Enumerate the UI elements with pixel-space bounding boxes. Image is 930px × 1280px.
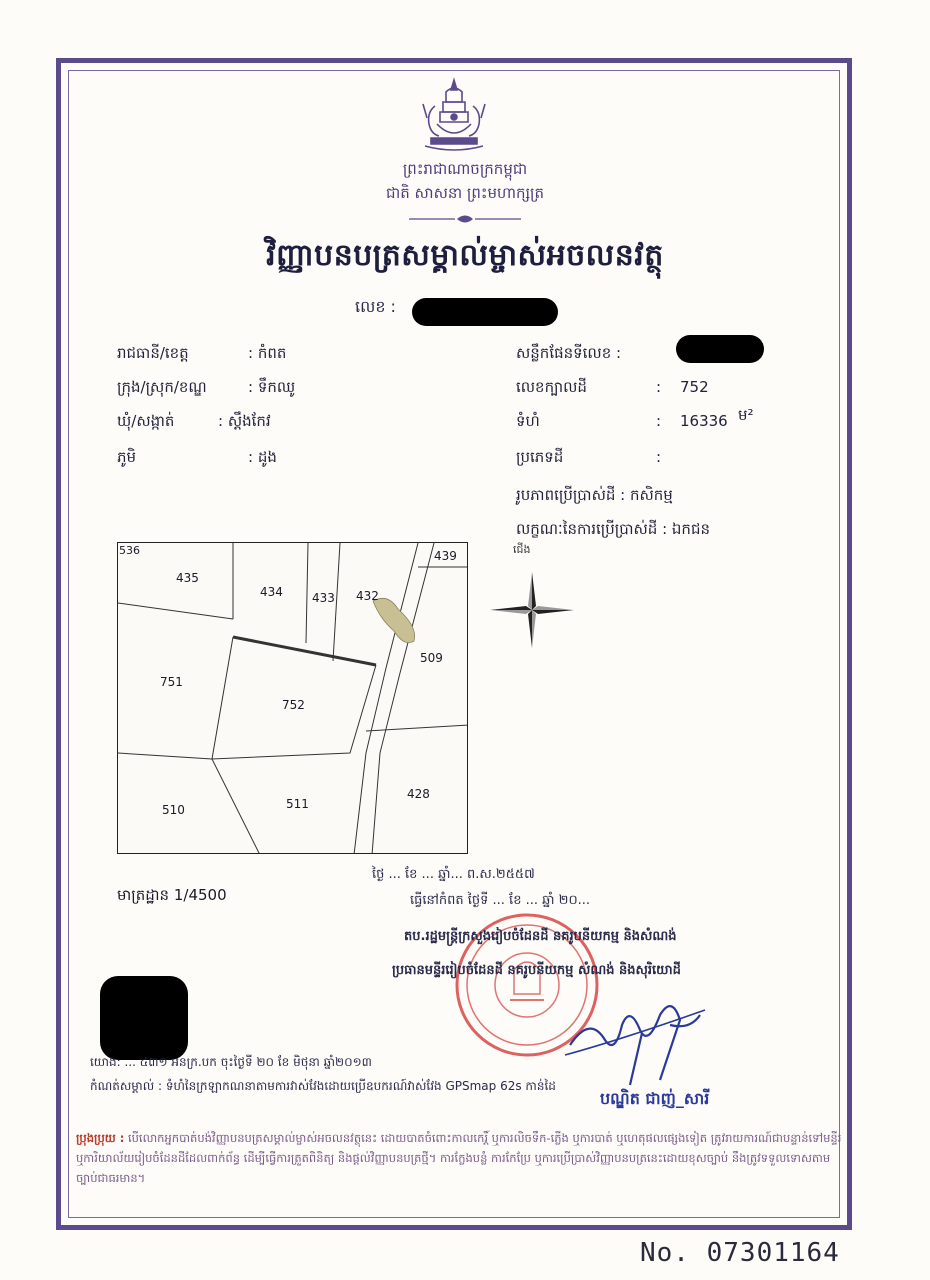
parcel-label: 428 [407,787,430,801]
field-village-label: ភូមិ [117,448,137,466]
signer-name: បណ្ឌិត ជាញ់_សារី [600,1089,710,1108]
field-use-type: លក្ខណៈនៃការប្រើប្រាស់ដី : ឯកជន [516,520,710,538]
signer-department: ប្រធានមន្ទីររៀបចំដែនដី នគរូបនីយកម្ម សំណង់ និងសុរិយោដី [392,963,681,978]
warning-notice [76,1128,846,1188]
field-map-sheet-label: សន្លឹកផែនទីលេខ : [516,344,622,362]
north-label: ជើង [513,543,531,556]
field-area-colon: : [656,412,662,430]
field-province-value: : កំពត [248,344,287,362]
redacted-document-number [412,298,558,326]
parcel-label: 536 [119,544,140,557]
certificate-title: វិញ្ញាបនបត្រសម្គាល់ម្ចាស់អចលនវត្ថុ [266,238,664,273]
field-area-unit: ម² [738,406,754,424]
parcel-label: 509 [420,651,443,665]
warning-text: បើលោកអ្នកបាត់បង់វិញ្ញាបនបត្រសម្គាល់ម្ចាស់អចលនវត្ថុនេះ ដោយបាតចំពោះកាលកេរ្តិ៍ ឬការលិចទឹក-ភ្លើង ឬការបាត់ ឬហេតុផលផ្សេងទៀត ត្រូវរាយការណ៍ជាបន្ទាន់ទៅមន្ទីរ ឬការិយាល័យរៀបចំដែនដីដែលពាក់ព័ន្ធ ដើម្បីធ្វើការត្រួតពិនិត្យ និងផ្ដល់វិញ្ញាបនបត្រថ្មី។ ការក្លែងបន្លំ ការកែប្រែ ឬការប្រើប្រាស់វិញ្ញាបនបត្រនេះដោយខុសច្បាប់ នឹងត្រូវទទួលទោសតាមច្បាប់ជាធរមាន។ [76,1131,842,1185]
measurement-note: កំណត់សម្គាល់ : ទំហំនៃក្រឡាកណនាតាមការវាស់វែងដោយប្រើឧបករណ៍វាស់វែង GPSmap 62s កាន់ដៃ [90,1079,556,1093]
redacted-map-sheet [676,335,764,363]
parcel-label: 510 [162,803,185,817]
field-commune-value: : ស្ដឹងកែវ [218,412,271,430]
ornament-divider [405,212,525,226]
parcel-label: 439 [434,549,457,563]
reference-line: យោង: ... ៤៣១ អនក្រ.បក ចុះថ្ងៃទី ២០ ខែ មិថុនា ឆ្នាំ២០១៣ [90,1055,372,1069]
field-commune-label: ឃុំ/សង្កាត់ [117,412,175,430]
field-land-use: រូបភាពប្រើប្រាស់ដី : កសិកម្ម [516,486,673,504]
field-district-label: ក្រុង/ស្រុក/ខណ្ឌ [117,378,207,396]
parcel-label-subject: 752 [282,698,305,712]
parcel-label: 751 [160,675,183,689]
parcel-label: 511 [286,797,309,811]
serial-number: No. 07301164 [640,1238,840,1268]
parcel-label: 435 [176,571,199,585]
national-motto: ជាតិ សាសនា ព្រះមហាក្សត្រ [385,184,545,202]
cadastral-map [117,542,468,854]
parcel-label: 432 [356,589,379,603]
field-parcel-colon: : [656,378,662,396]
field-landtype-label: ប្រភេទដី [516,448,564,466]
document-number-label: លេខ : [355,297,396,316]
parcel-label: 434 [260,585,283,599]
parcel-label: 433 [312,591,335,605]
signature [560,985,710,1095]
field-province-label: រាជធានី/ខេត្ត [117,344,189,362]
field-parcel-label: លេខក្បាលដី [516,378,587,396]
solar-date: ធ្វើនៅកំពត ថ្ងៃទី ... ខែ ... ឆ្នាំ ២០... [410,893,591,908]
compass-icon [488,568,578,652]
field-district-value: : ទឹកឈូ [248,378,296,396]
field-area-value: 16336 [680,412,728,430]
field-landtype-colon: : [656,448,662,466]
field-parcel-value: 752 [680,378,709,396]
field-village-value: : ដូង [248,448,277,466]
lunar-date: ថ្ងៃ ... ខែ ... ឆ្នាំ... ព.ស.២៥៥៧ [372,867,535,882]
warning-label: ប្រុងប្រុយ : [76,1131,125,1145]
field-area-label: ទំហំ [516,412,540,430]
royal-emblem-icon [413,76,495,154]
signer-ministry: តប.រដ្ឋមន្ត្រីក្រសួងរៀបចំដែនដី នគរូបនីយកម្ម និងសំណង់ [404,929,677,944]
kingdom-name: ព្រះរាជាណាចក្រកម្ពុជា [402,160,528,178]
redacted-stamp [100,976,188,1060]
map-scale: មាត្រដ្ឋាន 1/4500 [117,886,227,904]
